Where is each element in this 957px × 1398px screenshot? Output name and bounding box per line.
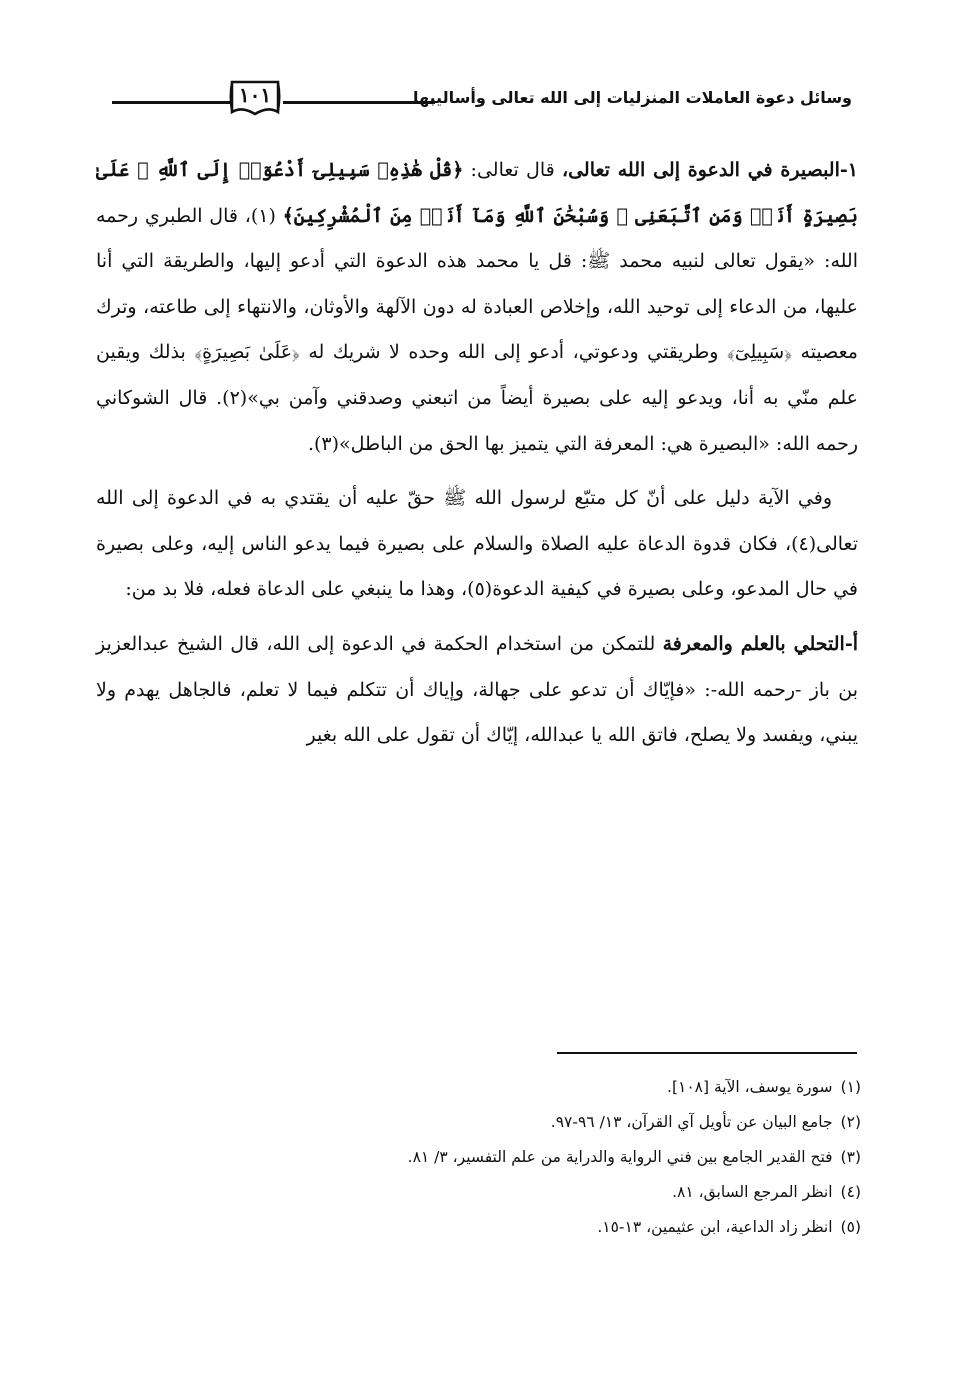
paragraph-basira: [96, 148, 858, 467]
quran-verse: ﴿قُلْ هَٰذِهِۦ سَبِيلِىٓ أَدْعُوٓا۟ إِلَى ٱللَّهِ ۚ عَلَىٰ بَصِيرَةٍ أَنَا۠ وَمَنِ ٱتَّبَعَنِى ۖ وَسُبْحَٰنَ ٱللَّهِ وَمَآ أَنَا۠ مِنَ ٱلْمُشْرِكِينَ﴾: [96, 159, 858, 227]
footnote-text: انظر زاد الداعية، ابن عثيمين، ١٣-١٥.: [597, 1218, 833, 1236]
footnote-3: [101, 1140, 861, 1175]
main-text: [96, 148, 858, 768]
page-header: [0, 70, 957, 130]
footnote-4: [101, 1175, 861, 1210]
paragraph-knowledge: [96, 622, 858, 759]
footnote-number: (٢): [840, 1113, 861, 1131]
footnote-text: جامع البيان عن تأويل آي القرآن، ١٣/ ٩٦-٩٧.: [550, 1113, 833, 1131]
footnote-number: (٥): [840, 1218, 861, 1236]
paragraph-text: (١)، قال الطبري رحمه الله: «يقول تعالى لنبيه محمد ﷺ: قل يا محمد هذه الدعوة التي أدعو إليها، والطريقة التي أنا عليها، من الدعاء إلى توحيد الله، وإخلاص العبادة له دون الآلهة والأوثان، والانتهاء إلى طاعته، وترك معصيته ﴿سَبِيلِىٓ﴾ وطريقتي ودعوتي، أدعو إلى الله وحده لا شريك له ﴿عَلَىٰ بَصِيرَةٍ﴾ بذلك ويقين علم منّي به أنا، ويدعو إليه على بصيرة أيضاً من اتبعني وصدقني وآمن بي»(٢). قال الشوكاني رحمه الله: «البصيرة هي: المعرفة التي يتميز بها الحق من الباطل»(٣).: [96, 204, 859, 455]
verse-intro: قال تعالى:: [463, 159, 562, 181]
footnote-separator: [557, 1052, 857, 1054]
footnote-1: [101, 1070, 861, 1105]
running-title: وسائل دعوة العاملات المنزليات إلى الله تعالى وأساليبها: [412, 88, 852, 107]
footnote-number: (٤): [840, 1183, 861, 1201]
footnote-number: (٣): [840, 1148, 861, 1166]
page-number-badge: [228, 76, 282, 120]
section-lead: ١-البصيرة في الدعوة إلى الله تعالى،: [561, 159, 858, 181]
paragraph-text: للتمكن من استخدام الحكمة في الدعوة إلى الله، قال الشيخ عبدالعزيز بن باز -رحمه الله-: «فإيّاك أن تدعو على جهالة، وإياك أن تتكلم فيما لا تعلم، فالجاهل يهدم ولا يبني، ويفسد ولا يصلح، فاتق الله يا عبدالله، إيّاك أن تقول على الله بغير: [96, 632, 858, 747]
footnote-5: [101, 1210, 861, 1245]
footnote-text: سورة يوسف، الآية [١٠٨].: [667, 1078, 833, 1096]
footnote-number: (١): [840, 1078, 861, 1096]
footnotes: [101, 1070, 861, 1245]
footnote-2: [101, 1105, 861, 1140]
subsection-lead: أ-التحلي بالعلم والمعرفة: [662, 632, 858, 655]
footnote-text: انظر المرجع السابق، ٨١.: [672, 1183, 833, 1201]
page-number: ١٠١: [238, 83, 272, 107]
footnote-text: فتح القدير الجامع بين فني الرواية والدراية من علم التفسير، ٣/ ٨١.: [407, 1148, 833, 1166]
paragraph-following-prophet: وفي الآية دليل على أنّ كل متبّع لرسول الله ﷺ حقّ عليه أن يقتدي به في الدعوة إلى الله تعالى(٤)، فكان قدوة الدعاة عليه الصلاة والسلام على بصيرة فيما يدعو الناس إليه، وعلى بصيرة في حال المدعو، وعلى بصيرة في كيفية الدعوة(٥)، وهذا ما ينبغي على الدعاة فعله، فلا بد من:: [96, 487, 858, 601]
header-rule-left: [112, 101, 230, 104]
